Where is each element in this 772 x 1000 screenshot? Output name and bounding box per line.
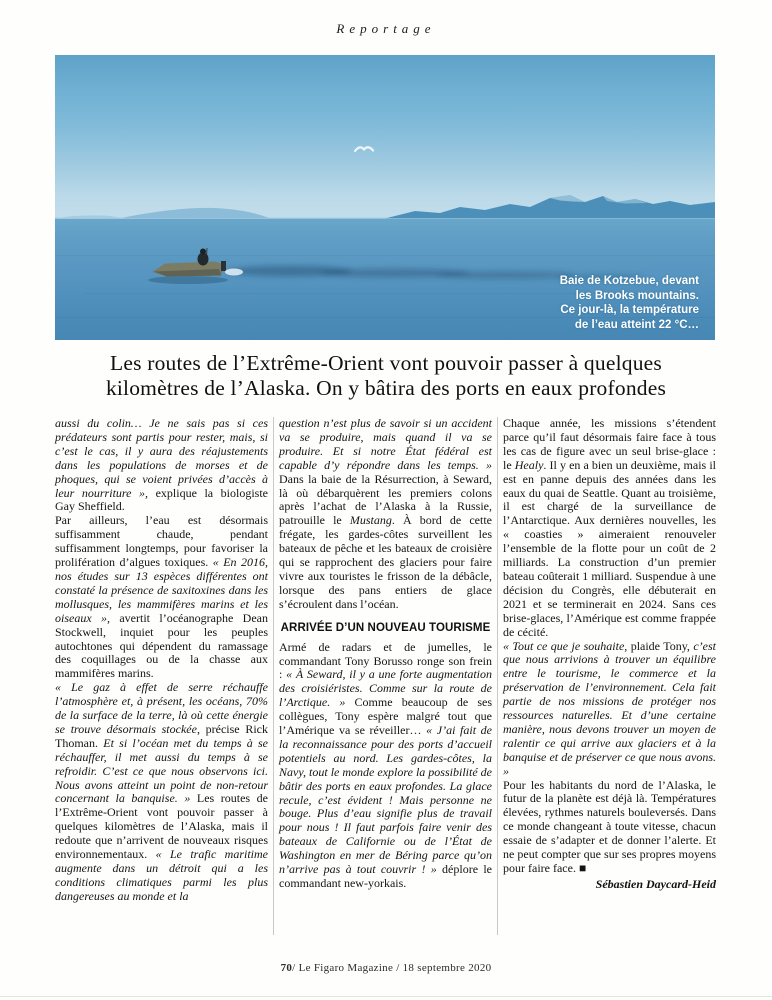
body-paragraph: Pour les habitants du nord de l’Alaska, le futur de la planète est déjà là. Températures élevées, rythmes naturels bouleversés. Dans ce monde changeant à toute vitesse, chacun essaie de s’adapter et de donner l’alerte. Et ne peut compter que sur ses propres moyens pour faire face. ■ [503,777,716,875]
photo-caption: Baie de Kotzebue, devant les Brooks mountains. Ce jour-là, la température de l’eau atteint 22 °C… [559,275,699,331]
column-divider [273,417,274,935]
body-paragraph: Chaque année, les missions s’étendent parce qu’il faut désormais faire face à tous les cas de figure avec un seul brise-glace : le Healy. Il y en a bien un deuxième, mais il est en panne depuis des années dans les eaux du quai de Seattle. Quant au troisième, il est chargé de la surveillance de l’Antarctique. Aux dernières nouvelles, les « coasties » aimeraient renouveler l’ensemble de la flotte pour un coût de 2 milliards. La construction d’un premier bateau coûterait 1 milliard. Suspendue à une décision du Congrès, elle débuterait en 2021 et se terminerait en 2024. Sans ces brise-glaces, l’Amérique est comme frappée de cécité. [503,416,716,639]
body-paragraph: aussi du colin… Je ne sais pas si ces prédateurs sont partis pour rester, mais, si c’est le cas, il y aura des réajustements dans les populations de morses et de phoques, qui se voient privées d’accès à leur nourriture », explique la biologiste Gay Sheffield. [55,416,269,514]
body-paragraph: question n’est plus de savoir si un accident va se produire, mais quand il va se produire. Et si notre État fédéral est capable d’y répondre dans les temps. » Dans la baie de la Résurrection, à Seward, là où débarquèrent les premiers colons après l’achat de l’Alaska à la Russie, patrouille le Mustang. À bord de cette frégate, les gardes-côtes surveillent les bateaux de pêche et les bateaux de croisière qui se rapprochent des glaciers pour faire vivre aux touristes le frisson de la débâcle, lorsque des pans entiers de glace s’écroulent dans l’océan. [279,416,492,611]
article-body [55,417,717,963]
island-silhouette [119,208,270,219]
bird [355,147,373,151]
body-paragraph: « Tout ce que je souhaite, plaide Tony, c’est que nous arrivions à trouver un équilibre entre le tourisme, le commerce et la préservation de l’environnement. Cela fait partie de nos missions de protéger nos ressources naturelles. Et d’une certaine manière, nous devons trouver un moyen de ralentir ce qui arrive aux glaciers et à la banquise et de préserver ce que nous avons. » [503,638,716,778]
section-subhead: ARRIVÉE D’UN NOUVEAU TOURISME [280,621,491,634]
headline: Les routes de l’Extrême-Orient vont pouvoir passer à quelques kilomètres de l’Alaska. On y bâtira des ports en eaux profondes [105,351,667,400]
page-bottom-edge [0,996,772,997]
boat [152,248,243,277]
column-divider [497,417,498,935]
outboard-motor [221,261,226,271]
body-paragraph: Armé de radars et de jumelles, le commandant Tony Borusso ronge son frein : « À Seward, il y a une forte augmentation des croisiéristes. Comme sur la route de l’Arctique. » Comme beaucoup de ses collègues, Tony espère malgré tout que l’Amérique va se réveiller… « J’ai fait de la reconnaissance pour des ports d’accueil potentiels au nord. Les gardes-côtes, la Navy, tout le monde explore la possibilité de bâtir des ports en eaux profondes. La glace recule, c’est évident ! Mais personne ne bouge. Plus d’eau signifie plus de travail pour nous ! Il faut parfois faire venir des bateaux de Californie ou de l’État de Washington en mer de Béring parce qu’on n’arrive pas à tout couvrir ! » déplore le commandant new-yorkais. [279,639,493,890]
body-paragraph: Par ailleurs, l’eau est désormais suffisamment chaude, pendant suffisamment longtemps, pour favoriser la prolifération d’algues toxiques. « En 2016, nos études sur 13 espèces différentes ont constaté la présence de saxitoxines dans les mollusques, les mammifères marins et les oiseaux », avertit l’océanographe Dean Stockwell, inquiet pour les peuples autochtones qui dépendent du ramassage des coquillages ou de la chasse aux mammifères marins. [55,513,268,681]
body-paragraph: « Le gaz à effet de serre réchauffe l’atmosphère et, à présent, les océans, 70% de la surface de la terre, là où cette énergie se trouve désormais stockée, précise Rick Thoman. Et si l’océan met du temps à se réchauffer, il met aussi du temps à se refroidir. C’est ce que nous observons ici. Nous avons atteint un point de non-retour concernant la banquise. » Les routes de l’Extrême-Orient vont pouvoir passer à quelques kilomètres de l’Alaska, mais il redoute que n’arrivent de nouveaux risques environnementaux. « Le trafic maritime augmente dans un détroit qui a les conditions climatiques parmi les plus dangereuses au monde et la [55,680,269,903]
photo-kotzebue-bay [55,55,715,340]
text-column-3 [503,417,716,892]
motor-splash [225,269,243,276]
mountain-range [385,195,715,219]
footer-text: / Le Figaro Magazine / 18 septembre 2020 [292,962,492,974]
author-byline: Sébastien Daycard-Heid [595,876,716,891]
kicker: Reportage [336,21,436,36]
page-number: 70 [280,962,293,974]
text-column-2 [279,417,492,891]
page-footer [0,962,772,974]
text-column-1 [55,417,268,904]
